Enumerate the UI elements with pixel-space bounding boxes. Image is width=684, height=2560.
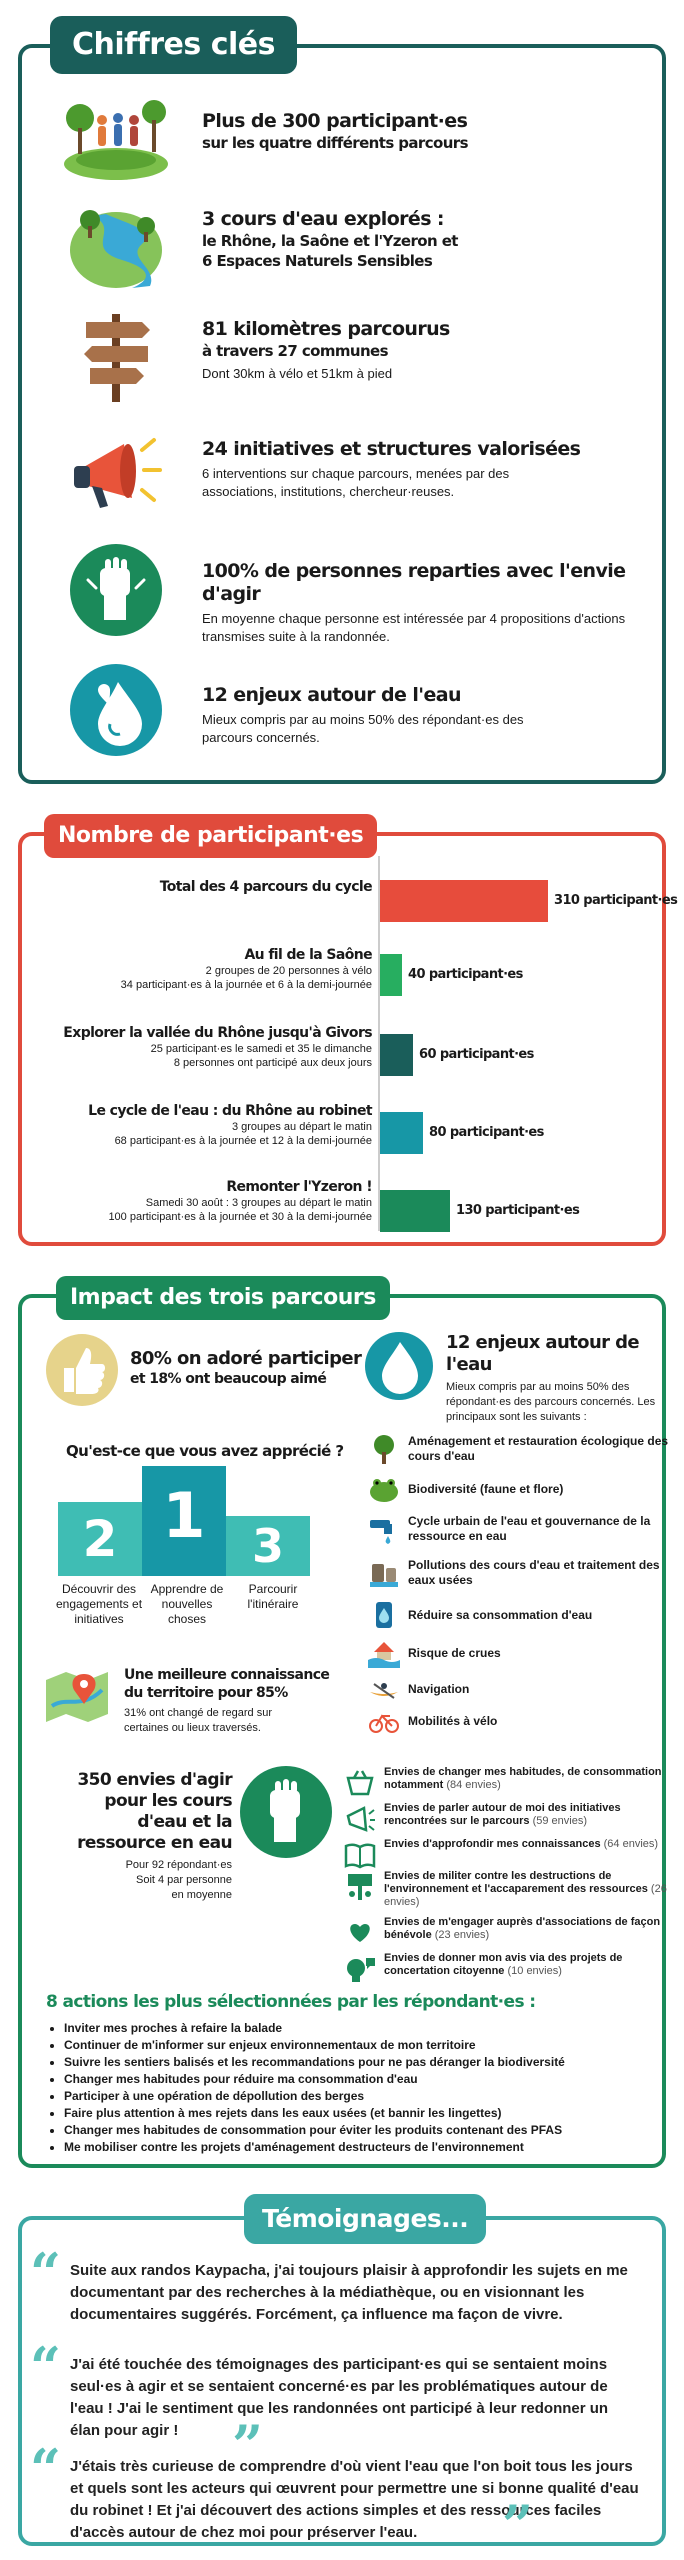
issue-item [368,1598,678,1632]
speech-head-icon [344,1954,376,1984]
podium-caption: Parcourir l'itinéraire [247,1582,299,1611]
action-item: • Faire plus attention à mes rejets dans les eaux usées (et bannir les lingettes) [64,2105,646,2122]
podium [58,1466,308,1576]
wish-item [344,1802,664,1836]
key-figures-title: Chiffres clés [50,16,297,74]
chart-row [22,1102,662,1162]
action-item: • Changer mes habitudes de consommation pour éviter les produits contenant des PFAS [64,2122,646,2139]
envies-stat [52,1770,232,1903]
megaphone-small-icon [344,1804,376,1834]
water-drop-icon [62,664,170,756]
issue-item [368,1704,678,1738]
podium-caption: Apprendre de nouvelles choses [150,1582,224,1626]
wish-item [344,1766,664,1800]
key-figure-initiatives [22,428,662,538]
bar-yzeron [380,1190,450,1232]
row-title: Le cycle de l'eau : du Rhône au robinet [88,1103,372,1119]
row-desc: 8 personnes ont participé aux deux jours [173,1057,372,1069]
phone-drop-icon [368,1600,400,1630]
territory-stat [124,1666,352,1736]
row-desc: 25 participant·es le samedi et 35 le dimanche [150,1043,372,1055]
figure-detail: Mieux compris par au moins 50% des répondant·es des parcours concernés. [202,712,524,745]
figure-headline: 81 kilomètres parcourus [202,318,450,340]
tree-icon [368,1434,400,1464]
figure-headline: 3 cours d'eau explorés : [202,208,444,230]
bar-total [380,880,548,922]
issue-item [368,1432,678,1466]
row-desc: 34 participant·es à la journée et 6 à la demi-journée [120,979,372,991]
row-title: Au fil de la Saône [244,947,372,963]
thumbs-up-icon [44,1332,120,1408]
issue-label: Aménagement et restauration écologique des cours d'eau [408,1434,669,1463]
flood-icon [368,1638,400,1668]
key-figure-water-issues [22,664,662,774]
testimonials-section [18,2204,666,2557]
walkers-icon [62,90,170,182]
wish-label: Envies de m'engager auprès d'associations de façon bénévole (23 envies) [384,1916,661,1941]
pollution-icon [368,1558,400,1588]
action-item: • Suivre les sentiers balisés et les recommandations pour ne pas déranger la biodiversité [64,2054,646,2071]
figure-headline: 100% de personnes reparties avec l'envie d'agir [202,560,626,605]
issue-label: Navigation [408,1681,470,1696]
podium-caption: Découvrir des engagements et initiatives [55,1582,143,1626]
faucet-icon [368,1514,400,1544]
appreciation-question: Qu'est-ce que vous avez apprécié ? [66,1442,344,1460]
chart-row [22,946,662,1006]
key-figure-rivers [22,198,662,308]
row-title: Explorer la vallée du Rhône jusqu'à Givors [63,1025,372,1041]
issue-label: Risque de crues [408,1645,501,1660]
bar-value-label: 80 participant·es [429,1125,544,1140]
row-desc: Samedi 30 août : 3 groupes au départ le matin [145,1197,372,1209]
row-desc: 68 participant·es à la journée et 12 à la demi-journée [114,1135,372,1147]
issue-item [368,1636,678,1670]
wishes-list [344,1766,667,1996]
liked-line1: 80% on adoré participer [130,1348,362,1369]
figure-detail: En moyenne chaque personne est intéressée par 4 propositions d'actions transmises suite à la randonnée. [202,611,626,644]
heart-hands-icon [344,1918,376,1948]
wish-label: Envies de donner mon avis via des projets de concertation citoyenne (10 envies) [384,1952,623,1977]
frog-icon [368,1474,400,1504]
figure-subheadline: sur les quatre différents parcours [202,134,468,152]
issue-label: Cycle urbain de l'eau et gouvernance de la ressource en eau [408,1514,651,1543]
figure-subheadline: le Rhône, la Saône et l'Yzeron et 6 Espaces Naturels Sensibles [202,232,458,270]
water-drop-icon [364,1328,434,1404]
row-title: Remonter l'Yzeron ! [226,1179,372,1195]
row-desc: 2 groupes de 20 personnes à vélo [205,965,372,977]
book-icon [344,1840,376,1870]
testimonial-quote: J'ai été touchée des témoignages des participant·es qui se sentaient moins seul·es à agir et se sentaient concerné·es par les problématiques autour de l'eau ! J'ai le sentiment que les randonnées ont participé à leur redonner un élan pour agir ! [70,2356,609,2439]
map-pin-icon [42,1666,112,1726]
action-item: • Me mobiliser contre les projets d'aménagement destructeurs de l'environnement [64,2139,646,2156]
podium-first: 1 [142,1466,226,1576]
issue-item [368,1556,678,1590]
issues-header [446,1332,656,1425]
action-item: • Inviter mes proches à refaire la balade [64,2020,646,2037]
issue-label: Biodiversité (faune et flore) [408,1481,564,1496]
testimonial-quote: J'étais très curieuse de comprendre d'où vient l'eau que l'on boit tous les jours et quels sont les acteurs qui œuvrent pour permettre une si bonne qualité d'eau du robinet ! Et j'ai découvert des actions simples et des ressources faciles d'accès autour de chez moi pour préserver l'eau. [70,2458,639,2541]
figure-headline: 12 enjeux autour de l'eau [202,684,461,706]
bar-value-label: 60 participant·es [419,1047,534,1062]
wish-label: Envies de militer contre les destructions de l'environnement et l'accaparement des ressources (26 envies) [384,1870,667,1908]
issue-item [368,1512,678,1546]
raised-fist-icon [238,1764,334,1860]
participants-title: Nombre de participant·es [44,814,377,858]
envies-desc: Pour 92 répondant·es Soit 4 par personne en moyenne [125,1859,232,1901]
quote-open-icon: “ [30,2241,62,2305]
wish-item [344,1952,664,1986]
quote-close-icon: ” [232,2413,264,2477]
envies-title: 350 envies d'agir pour les cours d'eau et la ressource en eau [77,1770,232,1853]
issues-title: 12 enjeux autour de l'eau [446,1332,639,1375]
bar-water-cycle [380,1112,423,1154]
megaphone-icon [62,428,170,520]
bar-value-label: 40 participant·es [408,967,523,982]
podium-third: 3 [226,1516,310,1576]
quote-open-icon: “ [30,2437,62,2501]
key-figures-section [18,27,666,784]
wish-label: Envies d'approfondir mes connaissances (64 envies) [384,1838,659,1850]
territory-title: Une meilleure connaissance du territoire pour 85% [124,1667,330,1701]
liked-stat [130,1348,370,1388]
territory-desc: 31% ont changé de regard sur certaines ou lieux traversés. [124,1707,272,1734]
key-figure-participants [22,90,662,190]
wish-item [344,1838,664,1872]
issues-list [368,1432,668,1752]
figure-headline: 24 initiatives et structures valorisées [202,438,581,460]
actions-title: 8 actions les plus sélectionnées par les répondant·es : [46,1992,536,2012]
issue-label: Réduire sa consommation d'eau [408,1607,593,1622]
participants-section [18,823,678,1246]
issue-item [368,1672,678,1706]
bar-saone [380,954,402,996]
action-item: • Changer mes habitudes pour réduire ma consommation d'eau [64,2071,646,2088]
figure-detail: 6 interventions sur chaque parcours, menées par des associations, institutions, chercheur·reuses. [202,466,510,499]
figure-subheadline: à travers 27 communes [202,342,388,360]
wish-label: Envies de changer mes habitudes, de consommation notamment (84 envies) [384,1766,662,1791]
action-item: • Continuer de m'informer sur enjeux environnementaux de mon territoire [64,2037,646,2054]
raised-fist-icon [62,544,170,636]
action-item: • Participer à une opération de dépollution des berges [64,2088,646,2105]
issue-label: Mobilités à vélo [408,1713,498,1728]
key-figure-action [22,544,662,664]
impact-title: Impact des trois parcours [56,1276,390,1320]
protest-icon [344,1872,376,1902]
testimonial-quote: Suite aux randos Kaypacha, j'ai toujours plaisir à approfondir les sujets en me documentant par des recherches à la médiathèque, ou en visionnant les documentaires suggérés. Forcément, ça influence ma façon de vivre. [70,2262,628,2323]
row-title: Total des 4 parcours du cycle [159,879,372,895]
bar-value-label: 130 participant·es [456,1203,580,1218]
bicycle-icon [368,1706,400,1736]
row-desc: 100 participant·es à la journée et 30 à la demi-journée [108,1211,372,1223]
liked-line2: et 18% ont beaucoup aimé [130,1371,327,1387]
bar-rhone-givors [380,1034,413,1076]
river-icon [62,198,170,290]
quote-open-icon: “ [30,2335,62,2399]
wish-item [344,1870,667,1908]
actions-list [46,2020,646,2156]
signpost-icon [62,310,170,402]
issue-label: Pollutions des cours d'eau et traitement des eaux usées [408,1558,660,1587]
figure-headline: Plus de 300 participant·es [202,110,468,132]
kayak-icon [368,1674,400,1704]
figure-detail: Dont 30km à vélo et 51km à pied [202,366,393,381]
chart-row [22,1024,662,1084]
row-desc: 3 groupes au départ le matin [231,1121,372,1133]
basket-icon [344,1768,376,1798]
issue-item [368,1472,678,1506]
podium-second: 2 [58,1502,142,1576]
quote-close-icon: ” [502,2493,534,2557]
key-figure-kilometers [22,310,662,420]
testimonials-title: Témoignages... [244,2194,486,2244]
wish-label: Envies de parler autour de moi des initiatives rencontrées sur le parcours (59 envies) [384,1802,621,1827]
impact-section [18,1285,669,2168]
issues-desc: Mieux compris par au moins 50% des répondant·es des parcours concernés. Les principaux sont les suivants : [446,1381,656,1423]
wish-item [344,1916,664,1950]
bar-value-label: 310 participant·es [554,893,678,908]
